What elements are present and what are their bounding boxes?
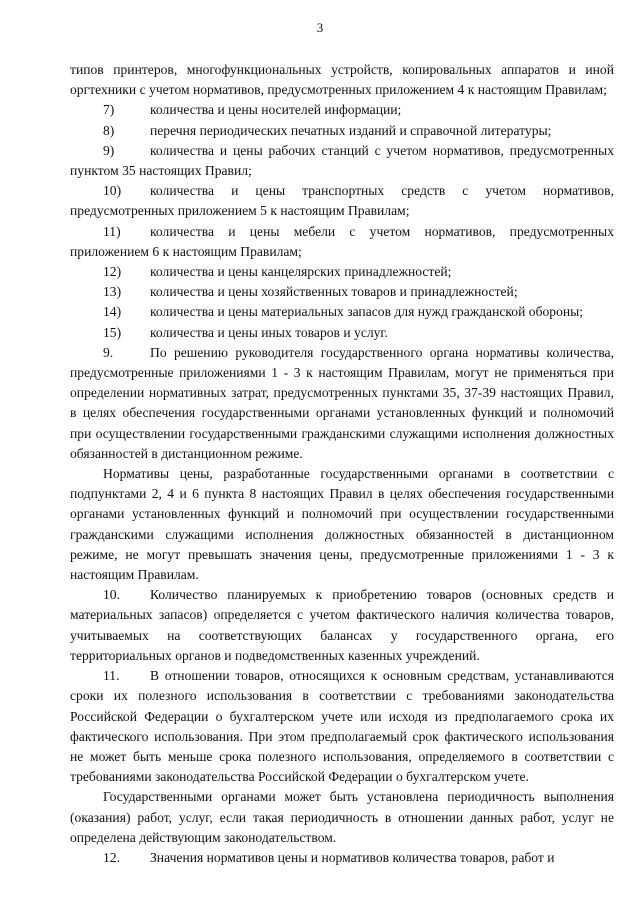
paragraph-12 <box>70 848 614 868</box>
list-item-number: 7) <box>103 102 115 118</box>
list-item-text: количества и цены канцелярских принадлежностей; <box>150 264 452 280</box>
paragraph-number: 9. <box>103 344 114 360</box>
intro-paragraph: типов принтеров, многофункциональных устройств, копировальных аппаратов и иной оргтехники с учетом нормативов, предусмотренных приложением 4 к настоящим Правилам; <box>70 62 614 98</box>
paragraph-number: 10. <box>103 587 120 603</box>
list-item-9 <box>70 141 614 181</box>
document-body <box>70 60 614 868</box>
list-item-text: количества и цены иных товаров и услуг. <box>150 324 388 340</box>
paragraph-number: 12. <box>103 849 120 865</box>
list-item-text: количества и цены рабочих станций с учетом нормативов, предусмотренных пунктом 35 настоящих Правил; <box>70 142 614 179</box>
page-number: 3 <box>316 20 324 35</box>
list-item-number: 8) <box>103 122 115 138</box>
list-item-13 <box>70 282 614 302</box>
list-item-text: количества и цены мебели с учетом нормативов, предусмотренных приложением 6 к настоящим Правилам; <box>70 223 614 259</box>
list-item-text: количества и цены транспортных средств с учетом нормативов, предусмотренных приложением 5 к настоящим Правилам; <box>70 183 614 219</box>
list-item-8 <box>70 121 614 141</box>
paragraph-text: Значения нормативов цены и нормативов количества товаров, работ и <box>150 849 555 865</box>
list-item-number: 11) <box>103 223 121 239</box>
list-item-7 <box>70 100 614 120</box>
list-item-number: 12) <box>103 264 122 280</box>
list-item-text: количества и цены носителей информации; <box>150 102 402 118</box>
paragraph-9 <box>70 343 614 464</box>
paragraph-9-continued: Нормативы цены, разработанные государственными органами в соответствии с подпунктами 2, 4 и 6 пункта 8 настоящих Правил в целях обеспечения государственными органами установленных функций и полномочий при осуществлении государственными гражданскими служащими исполнения должностных обязанностей в дистанционном режиме, не могут превышать значения цены, предусмотренные приложениями 1 - 3 к настоящим Правилам. <box>70 466 614 583</box>
paragraph-text: В отношении товаров, относящихся к основным средствам, устанавливаются сроки их полезного использования в соответствии с требованиями законодательства Российской Федерации о бухгалтерском учете или исходя из предполагаемого срока их фактического использования. При этом предполагаемый срок фактического использования не может быть меньше срока полезного использования, определяемого в соответствии с требованиями законодательства Российской Федерации о бухгалтерском учете. <box>70 668 614 785</box>
list-item-number: 13) <box>103 284 122 300</box>
list-item-number: 10) <box>103 183 122 199</box>
list-item-10 <box>70 181 614 221</box>
list-item-11 <box>70 222 614 262</box>
paragraph-11 <box>70 666 614 787</box>
list-item-text: количества и цены материальных запасов для нужд гражданской обороны; <box>150 304 584 320</box>
paragraph-10 <box>70 585 614 666</box>
paragraph-number: 11. <box>103 668 120 684</box>
list-item-15 <box>70 323 614 343</box>
list-item-12 <box>70 262 614 282</box>
list-item-text: количества и цены хозяйственных товаров и принадлежностей; <box>150 284 518 300</box>
list-item-number: 15) <box>103 324 122 340</box>
paragraph-11-continued: Государственными органами может быть установлена периодичность выполнения (оказания) работ, услуг, если такая периодичность в отношении данных работ, услуг не определена действующим законодательством. <box>70 789 614 845</box>
list-item-number: 9) <box>103 142 115 158</box>
list-item-number: 14) <box>103 304 122 320</box>
list-item-14 <box>70 302 614 322</box>
list-item-text: перечня периодических печатных изданий и справочной литературы; <box>150 122 552 138</box>
paragraph-text: По решению руководителя государственного органа нормативы количества, предусмотренные приложениями 1 - 3 к настоящим Правилам, могут не применяться при определении нормативных затрат, предусмотренных пунктами 35, 37-39 настоящих Правил, в целях обеспечения государственными органами установленных функций и полномочий при осуществлении государственными гражданскими служащими исполнения должностных обязанностей в дистанционном режиме. <box>70 344 614 461</box>
paragraph-text: Количество планируемых к приобретению товаров (основных средств и материальных запасов) определяется с учетом фактического наличия количества товаров, учитываемых на соответствующих балансах у государственного органа, его территориальных органов и подведомственных казенных учреждений. <box>70 587 614 663</box>
